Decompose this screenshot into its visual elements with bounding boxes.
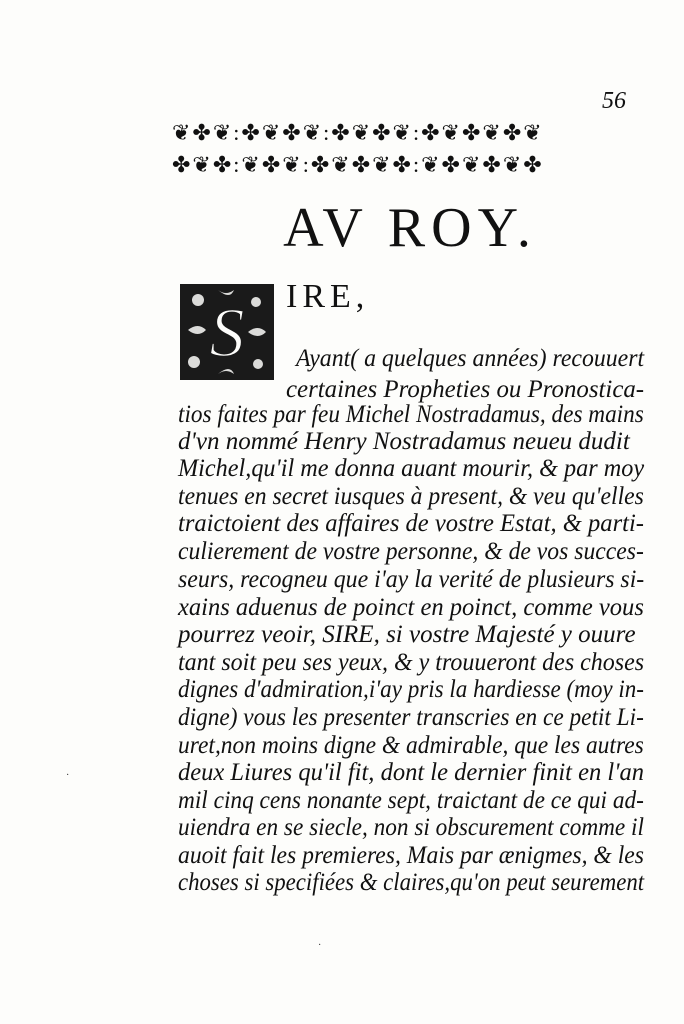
text-line: certaines Propheties ou Pronostica- (286, 376, 645, 403)
text-line: deux Liures qu'il fit, dont le dernier finit en l'an (178, 759, 644, 786)
fleuron-row-bottom: ✤❦✤:❦✤❦:✤❦✤❦✤:❦✤❦✤❦✤ (172, 152, 544, 177)
text-line: xains aduenus de poinct en poinct, comme vous (178, 594, 644, 621)
text-line: traictoient des affaires de vostre Estat, & parti- (178, 510, 644, 537)
text-line: uiendra en se siecle, non si obscurement comme il (178, 814, 644, 841)
text-line: d'vn nommé Henry Nostradamus neueu dudit (178, 428, 630, 455)
salutation: IRE, (286, 278, 370, 315)
text-line: culierement de vostre personne, & de vos succes- (178, 538, 644, 565)
text-line: dignes d'admiration,i'ay pris la hardiesse (moy in- (178, 676, 644, 703)
text-line: Michel,qu'il me donna auant mourir, & par moy (178, 455, 645, 482)
page-number: 56 (602, 88, 626, 114)
text-line: tios faites par feu Michel Nostradamus, des mains (178, 401, 644, 428)
text-line: uret,non moins digne & admirable, que les autres (178, 732, 644, 759)
text-line: choses si specifiées & claires,qu'on peut seurement (178, 869, 645, 896)
decorated-initial-icon (178, 282, 276, 382)
dropcap-letter: S (209, 295, 245, 372)
margin-speck: · (66, 770, 70, 781)
margin-speck: · (318, 940, 322, 951)
fleuron-row-top: ❦✤❦:✤❦✤❦:✤❦✤❦:✤❦✤❦✤❦ (172, 120, 544, 145)
text-line: tant soit peu ses yeux, & y trouueront des choses (178, 649, 645, 676)
text-line: tenues en secret iusques à present, & veu qu'elles (178, 483, 644, 510)
text-line: digne) vous les presenter transcries en ce petit Li- (178, 704, 644, 731)
fleuron-header-band (172, 118, 632, 184)
text-line: seurs, recogneu que i'ay la verité de plusieurs si- (178, 566, 645, 593)
text-line: pourrez veoir, SIRE, si vostre Majesté y ouure (178, 621, 636, 648)
text-line: Ayant( a quelques années) recouuert (296, 345, 645, 372)
text-line: auoit fait les premieres, Mais par ænigmes, & les (178, 842, 644, 869)
text-line: mil cinq cens nonante sept, traictant de ce qui ad- (178, 787, 644, 814)
page-title: AV ROY. (283, 197, 537, 259)
